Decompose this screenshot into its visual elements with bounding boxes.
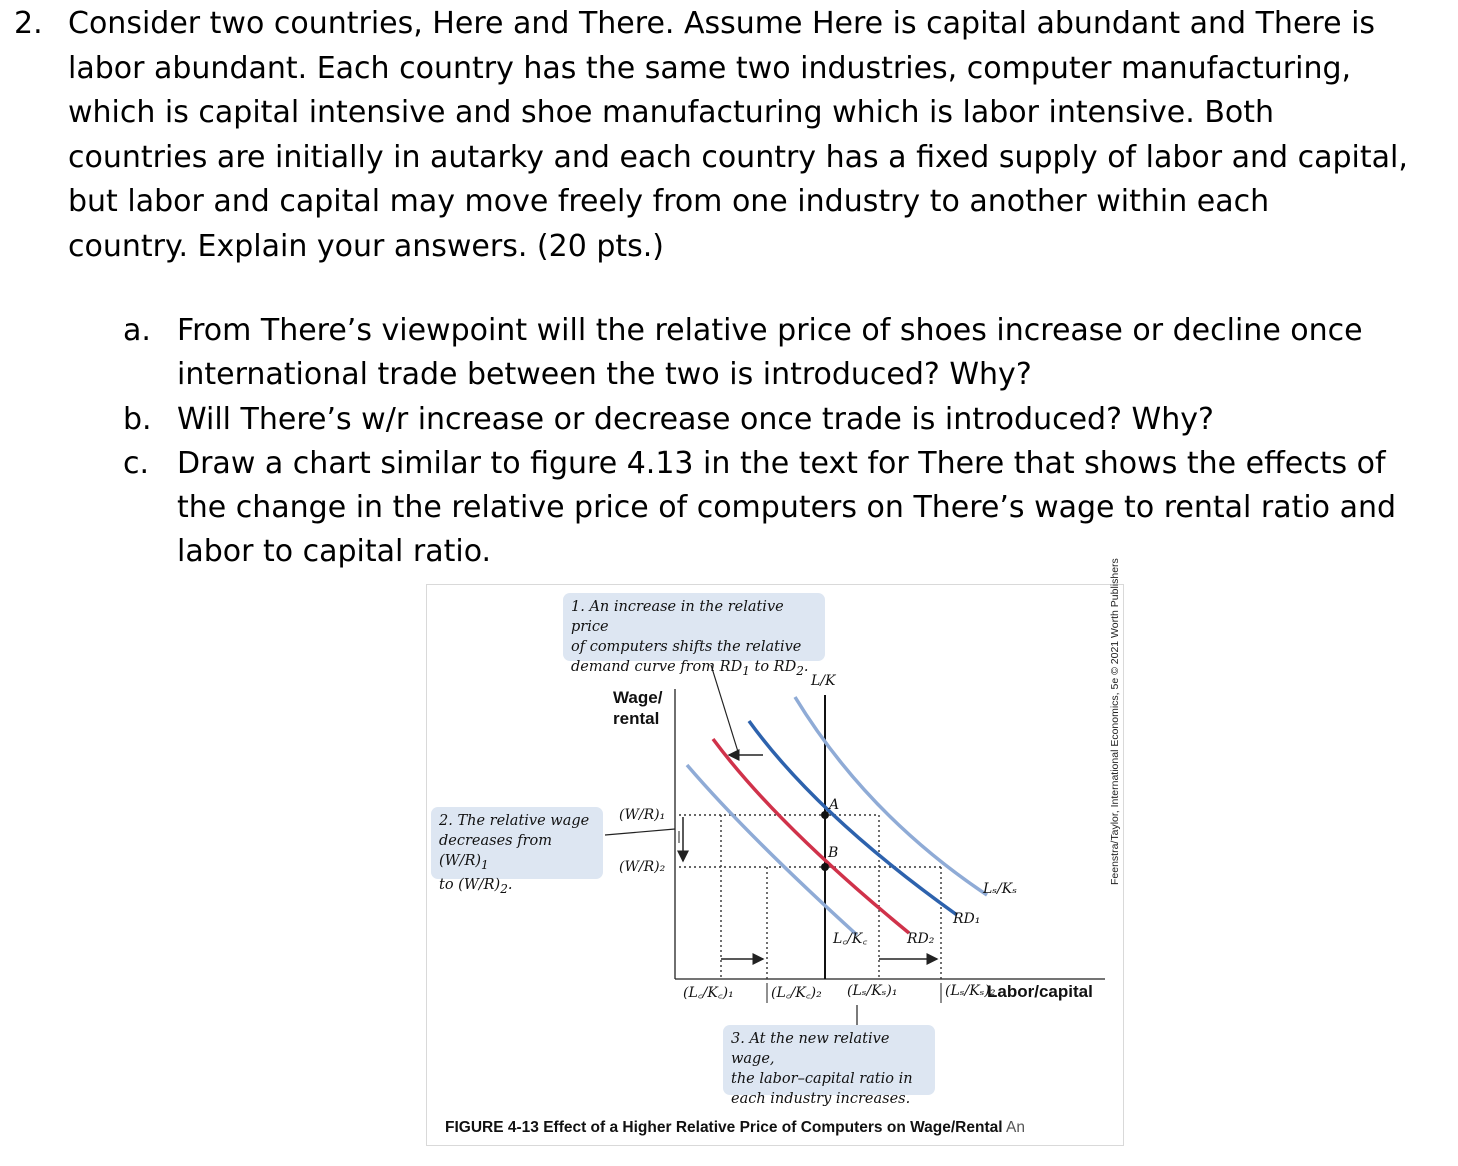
question-line: which is capital intensive and shoe manufacturing which is labor intensive. Both [68, 95, 1275, 130]
publisher-credit: Feenstra/Taylor, International Economics, 5e © 2021 Worth Publishers [1109, 558, 1121, 885]
label-lc-kc: L꜀/K꜀ [833, 931, 868, 947]
subpart-line: the change in the relative price of computers on There’s wage to rental ratio and [177, 490, 1397, 525]
subpart-line: From There’s viewpoint will the relative price of shoes increase or decline once [177, 313, 1363, 348]
point-a-label: A [829, 797, 840, 813]
dotted-guides [679, 815, 941, 979]
figure-caption: FIGURE 4-13 Effect of a Higher Relative Price of Computers on Wage/Rental An [445, 1119, 1025, 1136]
question-line: labor abundant. Each country has the same two industries, computer manufacturing, [68, 50, 1352, 86]
callout-1: 1. An increase in the relative price of computers shifts the relative demand curve from $RD_1$ to $RD_2$. [563, 593, 825, 661]
tick-wr2: (W/R)₂ [619, 859, 666, 875]
tick-lsks-1: (Lₛ/Kₛ)₁ [847, 983, 898, 999]
subpart-label: c. [123, 446, 150, 481]
callout2-pointer [605, 829, 675, 835]
point-b-label: B [828, 845, 839, 861]
x-axis-label: Labor/capital [987, 982, 1093, 1001]
question-line: countries are initially in autarky and each country has a fixed supply of labor and capital, [68, 139, 1408, 175]
tick-lckc-2: (L꜀/K꜀)₂ [771, 985, 822, 1001]
tick-lsks-2: (Lₛ/Kₛ)₂ [945, 983, 996, 999]
subpart-line: labor to capital ratio. [177, 534, 492, 569]
question-line: but labor and capital may move freely from one industry to another within each [68, 184, 1270, 219]
label-rd1: RD₁ [953, 911, 981, 927]
subpart-label: a. [123, 313, 151, 348]
question-line: country. Explain your answers. (20 pts.) [68, 228, 665, 264]
label-rd2: RD₂ [907, 931, 935, 947]
tick-wr1: (W/R)₁ [619, 807, 666, 823]
y-axis-label: Wage/ rental [613, 688, 663, 728]
tick-lckc-1: (L꜀/K꜀)₁ [683, 985, 734, 1001]
callout-3: 3. At the new relative wage, the labor–capital ratio in each industry increases. [723, 1025, 935, 1095]
subpart-label: b. [123, 402, 152, 437]
subpart-line: international trade between the two is introduced? Why? [177, 357, 1032, 392]
lk-label: L/K [811, 673, 836, 689]
point-a [821, 811, 829, 819]
question-number: 2. [14, 6, 43, 41]
subpart-line: Will There’s w/r increase or decrease once trade is introduced? Why? [177, 402, 1214, 437]
question-text [68, 2, 1438, 269]
subpart-line: Draw a chart similar to figure 4.13 in the text for There that shows the effects of [177, 446, 1386, 481]
point-b [821, 863, 829, 871]
figure-4-13 [426, 558, 1124, 1146]
label-ls-ks: Lₛ/Kₛ [983, 881, 1017, 897]
question-line: Consider two countries, Here and There. Assume Here is capital abundant and There is [68, 6, 1376, 41]
callout-2: 2. The relative wage decreases from $(W/R)_1$ to $(W/R)_2$. [431, 807, 603, 879]
